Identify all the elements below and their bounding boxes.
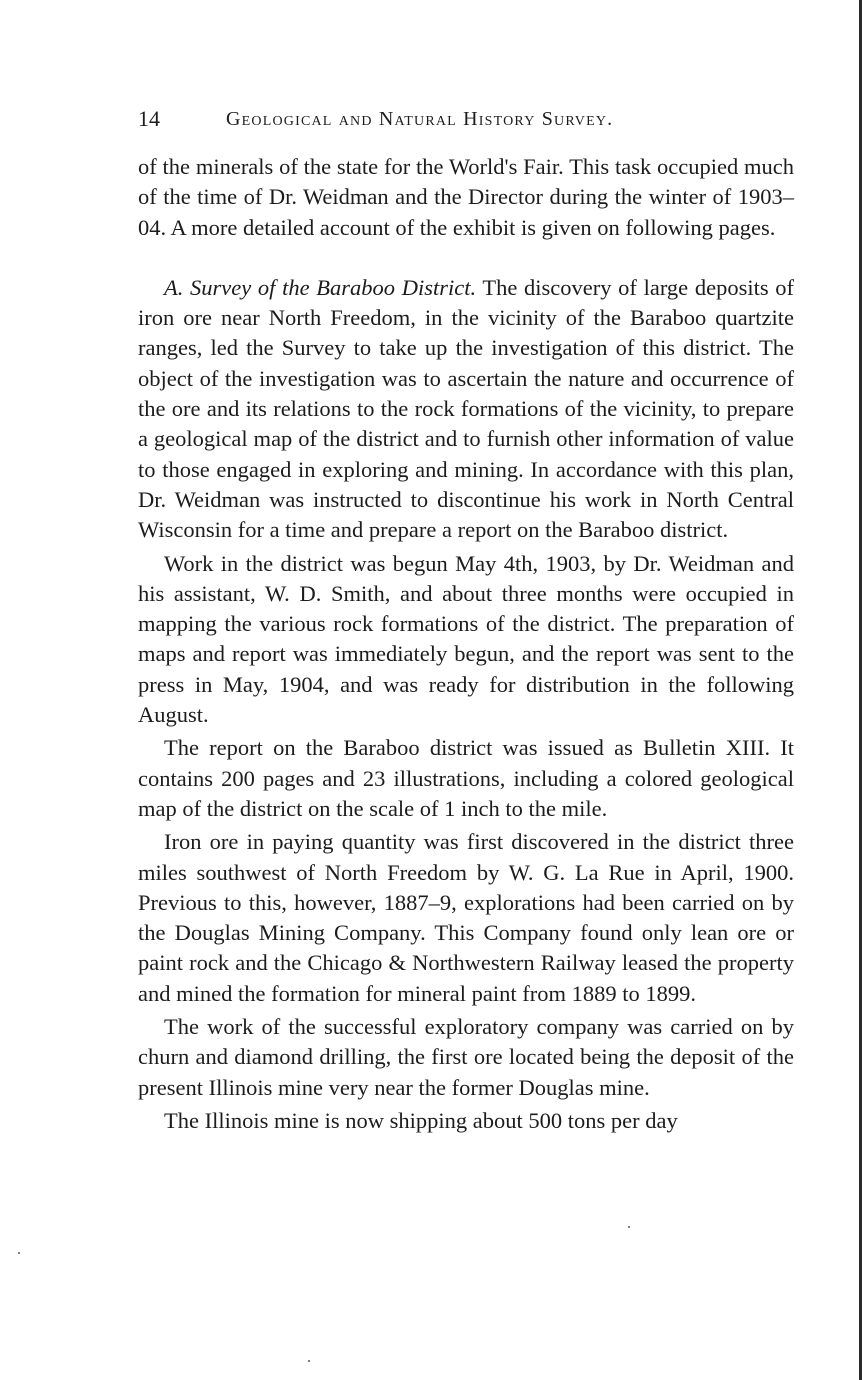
section-heading: A. Survey of the Baraboo District. — [164, 274, 477, 300]
paragraph-exploratory-work: The work of the successful exploratory company was carried on by churn and diamond drilling, the first ore located being the deposit of the present Illinois mine very near the former Douglas mine. — [138, 1014, 794, 1100]
paragraph-baraboo-survey-text: The discovery of large deposits of iron ore near North Freedom, in the vicinity of the Baraboo quartzite ranges, led the Survey to take up the investigation of this district. The object of the investigation was to ascertain the nature and occurrence of the ore and its relations to the rock formations of the vicinity, to prepare a geological map of the district and to furnish other information of value to those engaged in exploring and mining. In accordance with this plan, Dr. Weidman was instructed to discontinue his work in North Central Wisconsin for a time and prepare a report on the Baraboo district. — [138, 274, 795, 543]
scan-speck — [628, 1226, 630, 1228]
paragraph-bulletin: The report on the Baraboo district was issued as Bulletin XIII. It contains 200 pages and 23 illustrations, including a colored geological map of the district on the scale of 1 inch to the mile. — [138, 735, 794, 821]
scan-speck — [308, 1360, 310, 1362]
paragraph-world-fair: of the minerals of the state for the World's Fair. This task occupied much of the time of Dr. Weidman and the Director during the winter of 1903–04. A more detailed account of the exhibit is given on following pages. — [138, 154, 794, 240]
paragraph-baraboo-survey — [138, 273, 794, 546]
paragraph-work-begun: Work in the district was begun May 4th, 1903, by Dr. Weidman and his assistant, W. D. Smith, and about three months were occupied in mapping the various rock formations of the district. The preparation of maps and report was immediately begun, and the report was sent to the press in May, 1904, and was ready for distribution in the following August. — [138, 550, 794, 728]
page-number: 14 — [138, 106, 160, 131]
paragraph-iron-ore: Iron ore in paying quantity was first discovered in the district three miles southwest of North Freedom by W. G. La Rue in April, 1900. Previous to this, however, 1887–9, explorations had been carried on by the Douglas Mining Company. This Company found only lean ore or paint rock and the Chicago & Northwestern Railway leased the property and mined the formation for mineral paint from 1889 to 1899. — [138, 829, 794, 1006]
page-header — [138, 104, 798, 138]
paragraph-illinois-mine: The Illinois mine is now shipping about 500 tons per day — [164, 1107, 678, 1133]
running-title: Geological and Natural History Survey. — [226, 108, 614, 130]
scan-speck — [18, 1252, 20, 1254]
body-text — [138, 152, 794, 1136]
